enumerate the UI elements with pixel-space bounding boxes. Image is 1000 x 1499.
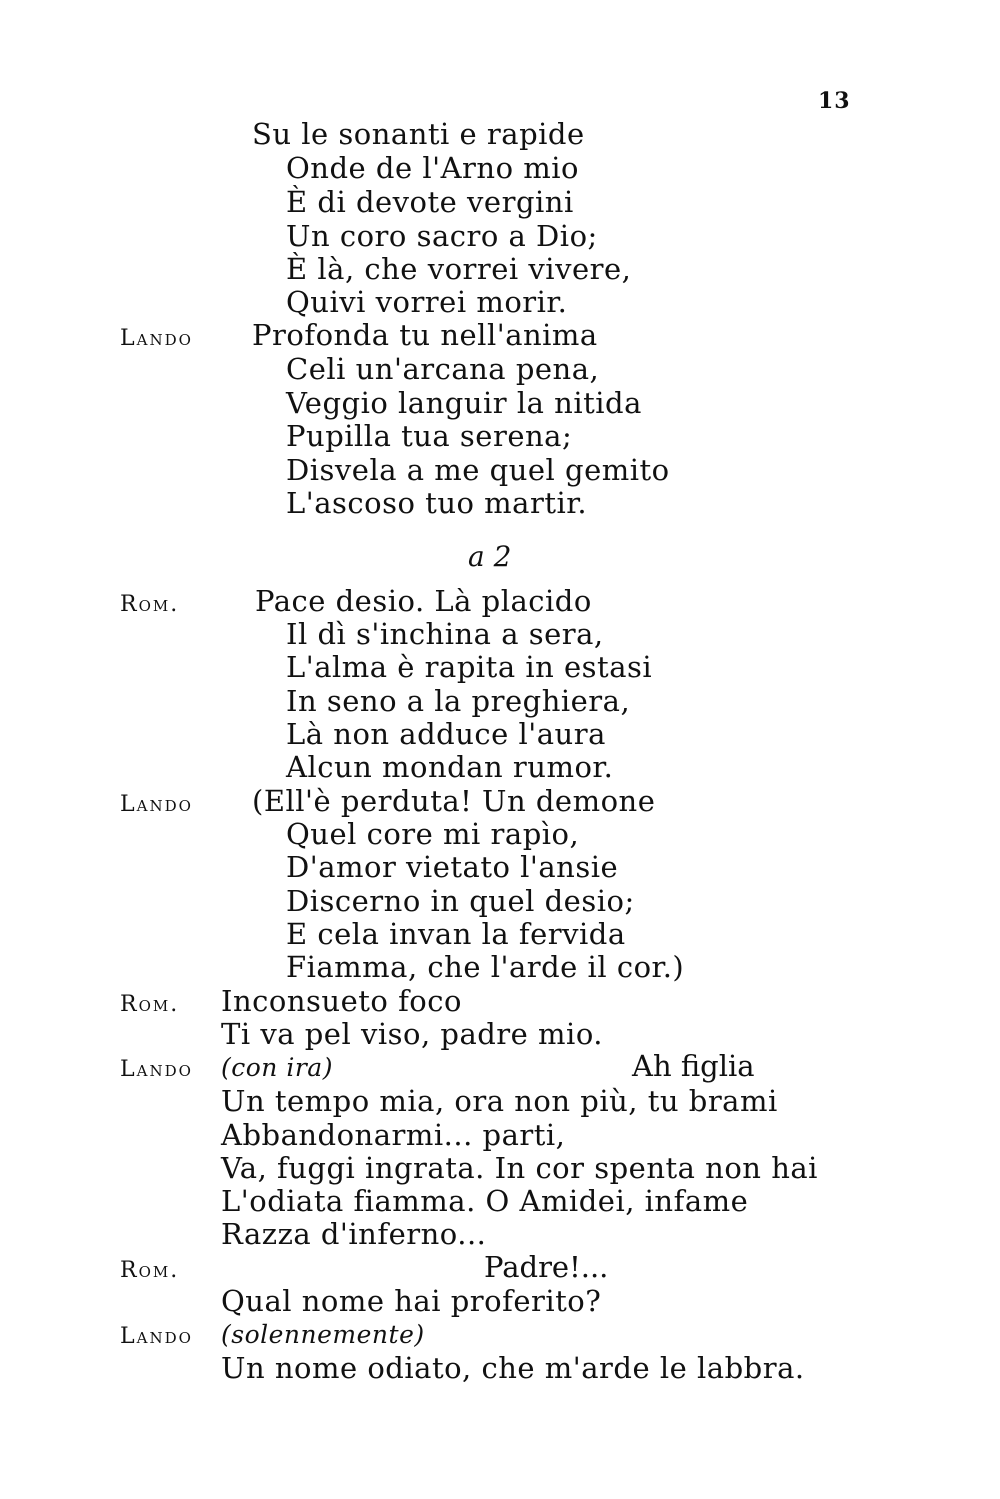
- verse-line: Quivi vorrei morir.: [286, 285, 568, 319]
- speaker-label: Rom.: [120, 992, 180, 1017]
- verse-line: Razza d'inferno...: [221, 1217, 487, 1251]
- verse-line: È là, che vorrei vivere,: [286, 252, 632, 286]
- verse-line: Qual nome hai proferito?: [221, 1284, 602, 1318]
- verse-line: Quel core mi rapìo,: [286, 817, 580, 851]
- verse-line: Ah figlia: [632, 1049, 755, 1083]
- stage-direction: (con ira): [221, 1053, 333, 1082]
- verse-line: Un nome odiato, che m'arde le labbra.: [221, 1351, 805, 1385]
- verse-line: Pupilla tua serena;: [286, 419, 573, 453]
- verse-line: Là non adduce l'aura: [286, 717, 606, 751]
- verse-line: È di devote vergini: [286, 185, 574, 219]
- speaker-label: Lando: [120, 326, 193, 351]
- verse-line: Su le sonanti e rapide: [252, 117, 585, 151]
- page-number: 13: [818, 88, 851, 114]
- verse-line: Discerno in quel desio;: [286, 884, 635, 918]
- verse-line: Onde de l'Arno mio: [286, 151, 579, 185]
- verse-line: L'ascoso tuo martir.: [286, 486, 588, 520]
- verse-line: Un tempo mia, ora non più, tu brami: [221, 1084, 778, 1118]
- verse-line: Alcun mondan rumor.: [286, 750, 614, 784]
- stage-direction: (solennemente): [221, 1320, 425, 1349]
- verse-line: Inconsueto foco: [221, 984, 462, 1018]
- verse-line: L'alma è rapita in estasi: [286, 650, 653, 684]
- speaker-label: Lando: [120, 1057, 193, 1082]
- verse-line: Veggio languir la nitida: [286, 386, 642, 420]
- verse-line: D'amor vietato l'ansie: [286, 850, 619, 884]
- verse-line: Il dì s'inchina a sera,: [286, 617, 604, 651]
- verse-line: Abbandonarmi... parti,: [221, 1118, 566, 1152]
- section-label-a2: a 2: [468, 540, 512, 573]
- verse-line: Padre!...: [484, 1250, 609, 1284]
- speaker-label: Rom.: [120, 1258, 180, 1283]
- speaker-label: Lando: [120, 1324, 193, 1349]
- speaker-label: Lando: [120, 792, 193, 817]
- verse-line: Ti va pel viso, padre mio.: [221, 1017, 603, 1051]
- verse-line: Profonda tu nell'anima: [252, 318, 598, 352]
- verse-line: Un coro sacro a Dio;: [286, 219, 598, 253]
- verse-line: Va, fuggi ingrata. In cor spenta non hai: [221, 1151, 818, 1185]
- speaker-label: Rom.: [120, 592, 180, 617]
- verse-line: Pace desio. Là placido: [255, 584, 592, 618]
- verse-line: E cela invan la fervida: [286, 917, 626, 951]
- verse-line: Celi un'arcana pena,: [286, 352, 600, 386]
- verse-line: L'odiata fiamma. O Amidei, infame: [221, 1184, 749, 1218]
- verse-line: Fiamma, che l'arde il cor.): [286, 950, 685, 984]
- verse-line: In seno a la preghiera,: [286, 684, 631, 718]
- verse-line: (Ell'è perduta! Un demone: [252, 784, 656, 818]
- verse-line: Disvela a me quel gemito: [286, 453, 670, 487]
